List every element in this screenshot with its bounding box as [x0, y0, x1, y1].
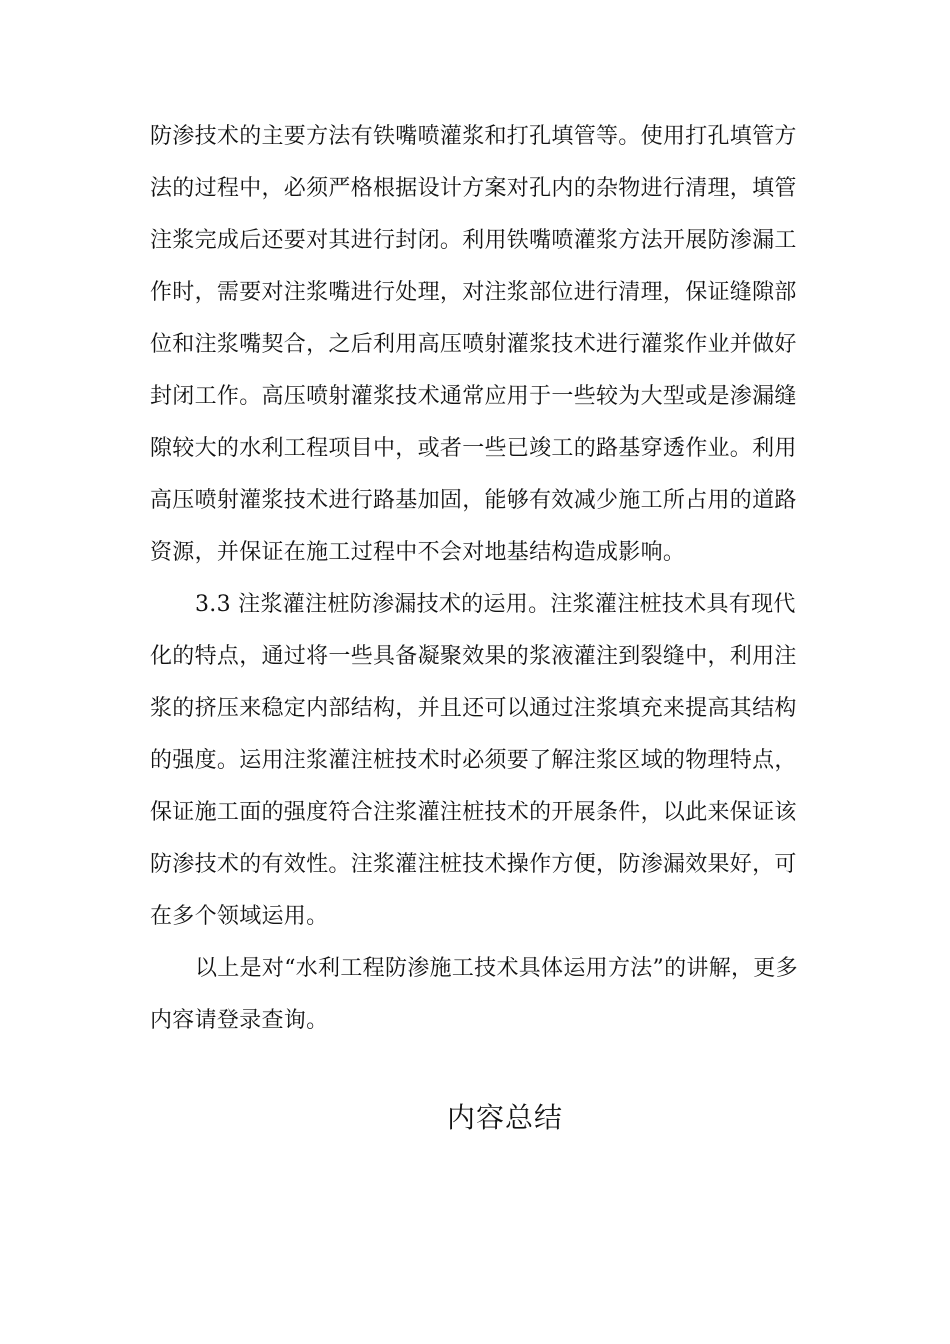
paragraph-line: 保证施工面的强度符合注浆灌注桩技术的开展条件，以此来保证该 — [150, 800, 797, 825]
paragraph-line: 在多个领域运用。 — [150, 904, 329, 929]
paragraph-line: 高压喷射灌浆技术进行路基加固，能够有效减少施工所占用的道路 — [150, 488, 797, 513]
closing-paragraph-line: 以上是对“水利工程防渗施工技术具体运用方法”的讲解，更多 — [195, 956, 798, 981]
paragraph-line: 防渗技术的有效性。注浆灌注桩技术操作方便，防渗漏效果好，可 — [150, 852, 797, 877]
paragraph-line: 化的特点，通过将一些具备凝聚效果的浆液灌注到裂缝中，利用注 — [150, 644, 797, 669]
paragraph-line: 资源，并保证在施工过程中不会对地基结构造成影响。 — [150, 540, 686, 565]
paragraph-line: 封闭工作。高压喷射灌浆技术通常应用于一些较为大型或是渗漏缝 — [150, 384, 797, 409]
paragraph-line: 位和注浆嘴契合，之后利用高压喷射灌浆技术进行灌浆作业并做好 — [150, 332, 797, 357]
paragraph-line: 作时，需要对注浆嘴进行处理，对注浆部位进行清理，保证缝隙部 — [150, 280, 797, 305]
summary-heading: 内容总结 — [446, 1101, 563, 1134]
section-3-3-line: 3.3 注浆灌注桩防渗漏技术的运用。注浆灌注桩技术具有现代 — [195, 592, 796, 617]
paragraph-line: 防渗技术的主要方法有铁嘴喷灌浆和打孔填管等。使用打孔填管方 — [150, 124, 797, 149]
closing-paragraph-line: 内容请登录查询。 — [150, 1008, 329, 1033]
paragraph-line: 浆的挤压来稳定内部结构，并且还可以通过注浆填充来提高其结构 — [150, 696, 797, 721]
paragraph-line: 的强度。运用注浆灌注桩技术时必须要了解注浆区域的物理特点， — [150, 748, 797, 773]
paragraph-line: 法的过程中，必须严格根据设计方案对孔内的杂物进行清理，填管 — [150, 176, 797, 201]
paragraph-line: 隙较大的水利工程项目中，或者一些已竣工的路基穿透作业。利用 — [150, 436, 797, 461]
paragraph-line: 注浆完成后还要对其进行封闭。利用铁嘴喷灌浆方法开展防渗漏工 — [150, 228, 797, 253]
